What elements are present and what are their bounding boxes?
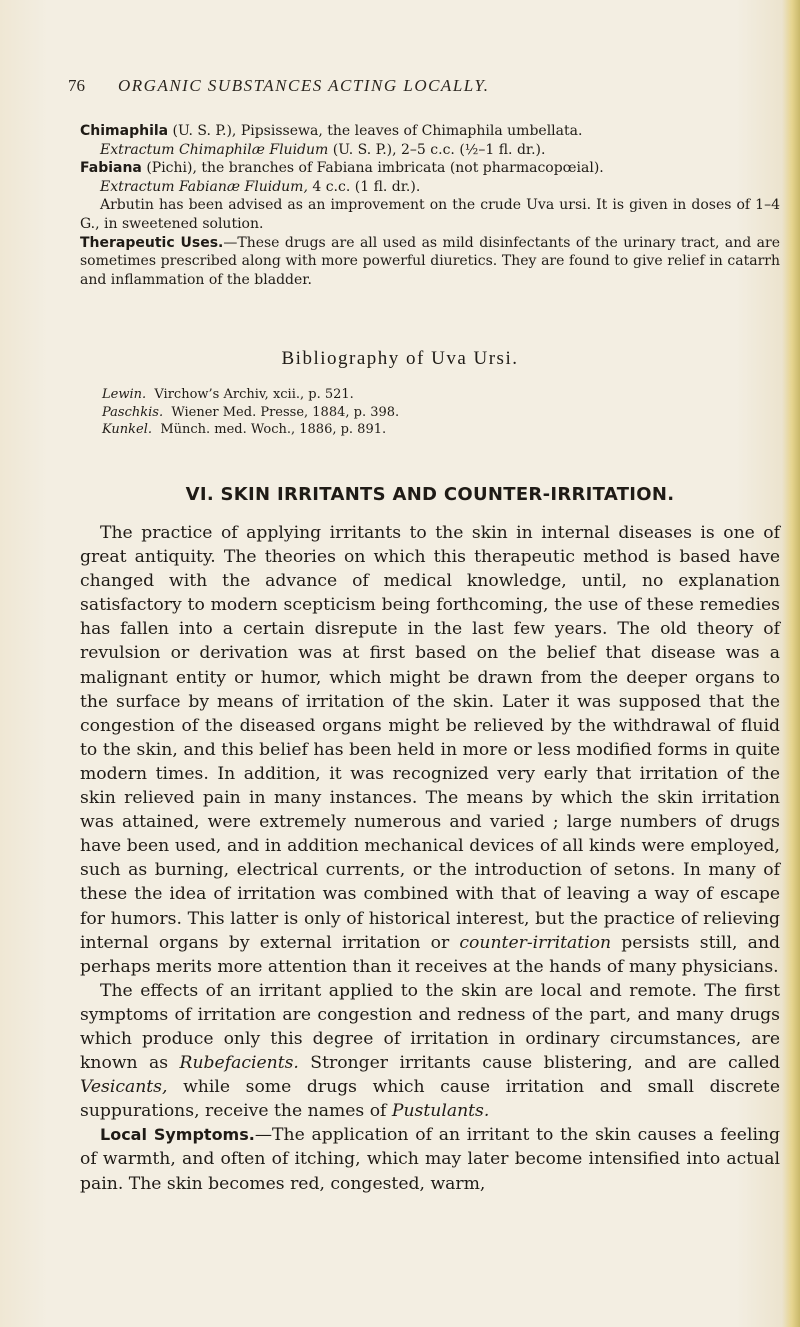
bibliography-heading: Bibliography of Uva Ursi. xyxy=(281,348,519,369)
bibliography-entry: Kunkel. Münch. med. Woch., 1886, p. 891. xyxy=(102,422,387,437)
page-edge xyxy=(782,0,800,1327)
running-title: ORGANIC SUBSTANCES ACTING LOCALLY. xyxy=(118,76,490,95)
page-number: 76 xyxy=(68,76,85,95)
section-title: VI. SKIN IRRITANTS AND COUNTER-IRRITATION. xyxy=(185,484,675,505)
section-body xyxy=(80,521,780,1196)
bibliography-entry: Lewin. Virchow’s Archiv, xcii., p. 521. xyxy=(102,387,354,402)
fabiana-term: Fabiana xyxy=(80,160,142,177)
extractum-chimaphilae-entry: Extractum Chimaphilæ Fluidum (U. S. P.), 2–5 c.c. (½–1 fl. dr.). xyxy=(100,141,546,158)
paragraph-effects: The effects of an irritant applied to the skin are local and remote. The first symptoms of irritation are congestion and redness of the part, and many drugs which produce only this degree of irritation in ordinary circumstances, are known as Rubefacients. Stronger irritants cause blistering, and are called Vesicants, while some drugs which cause irritation and small discrete suppurations, receive the names of Pustulants. xyxy=(80,980,780,1122)
therapeutic-uses-term: Therapeutic Uses. xyxy=(80,234,224,251)
arbutin-paragraph: Arbutin has been advised as an improvement on the crude Uva ursi. It is given in doses of 1–4 G., in sweetened solution. xyxy=(80,197,780,232)
extractum-fabianae-entry: Extractum Fabianæ Fluidum, 4 c.c. (1 fl. dr.). xyxy=(100,178,421,195)
local-symptoms-term: Local Symptoms. xyxy=(100,1125,255,1145)
therapeutic-uses-paragraph: Therapeutic Uses.—These drugs are all used as mild disinfectants of the urinary tract, and are sometimes prescribed along with more powerful diuretics. They are found to give relief in catarrh and inflammation of the bladder. xyxy=(80,234,780,288)
chimaphila-term: Chimaphila xyxy=(80,123,169,139)
bibliography-list xyxy=(102,386,762,439)
fabiana-entry: Fabiana (Pichi), the branches of Fabiana imbricata (not pharmacopœial). xyxy=(80,160,604,177)
paragraph-local-symptoms: Local Symptoms.—The application of an irritant to the skin causes a feeling of warmth, and often of itching, which may later become intensified into actual pain. The skin becomes red, congested, warm, xyxy=(80,1125,781,1194)
bibliography-entry: Paschkis. Wiener Med. Presse, 1884, p. 398. xyxy=(102,404,400,420)
chimaphila-entry: Chimaphila (U. S. P.), Pipsissewa, the leaves of Chimaphila umbellata. xyxy=(80,123,583,139)
drug-preparations-block xyxy=(80,122,780,289)
paragraph-history: The practice of applying irritants to the skin in internal diseases is one of great antiquity. The theories on which this therapeutic method is based have changed with the advance of medical knowledge, until, no explanation satisfactory to modern scepticism being forthcoming, the use of these remedies has fallen into a certain disrepute in the last few years. The old theory of revulsion or derivation was at first based on the belief that disease was a malignant entity or humor, which might be drawn from the deeper organs to the surface by means of irritation of the skin. Later it was supposed that the congestion of the diseased organs might be relieved by the withdrawal of fluid to the skin, and this belief has been held in more or less modified forms in quite modern times. In addition, it was recognized very early that irritation of the skin relieved pain in many instances. The means by which the skin irritation was attained, were extremely numerous and varied ; large numbers of drugs have been used, and in addition mechanical devices of all kinds were employed, such as burning, electrical currents, or the introduction of setons. In many of these the idea of irritation was combined with that of leaving a way of escape for humors. This latter is only of historical interest, but the practice of relieving internal organs by external irritation or counter-irritation persists still, and perhaps merits more attention than it receives at the hands of many physicians. xyxy=(80,523,780,977)
